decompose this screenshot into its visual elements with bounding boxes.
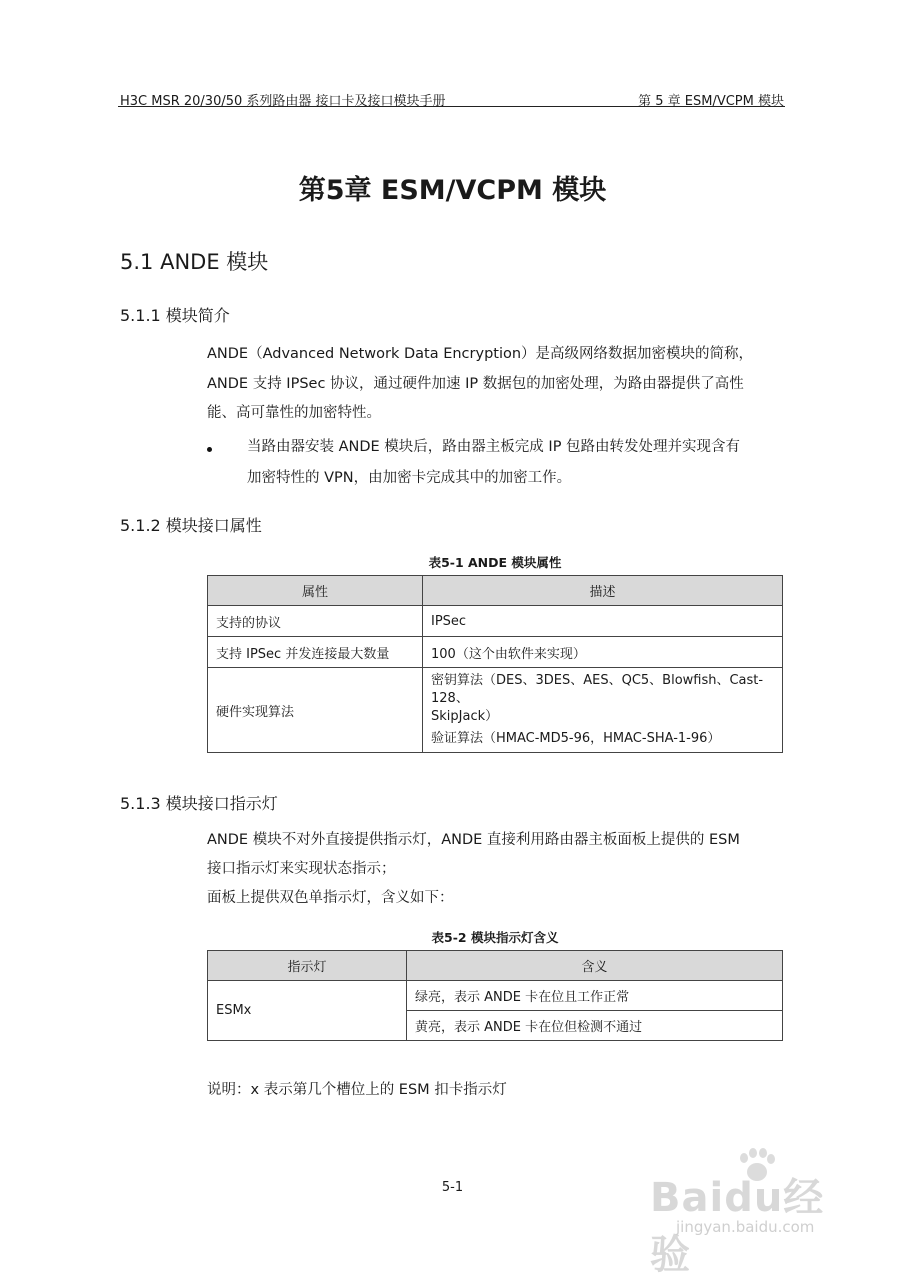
subsection-heading-5-1-3: 5.1.3 模块接口指示灯 (120, 794, 278, 813)
page-number: 5-1 (441, 1180, 464, 1195)
paragraph-indicator-usage (207, 826, 787, 884)
description-line: 验证算法（HMAC-MD5-96，HMAC-SHA-1-96） (431, 731, 721, 746)
paragraph-ande-definition: ANDE（Advanced Network Data Encryption）是高级网络数据加密模块的简称， (207, 346, 754, 362)
indicator-meaning-table (207, 950, 783, 1041)
table-header-row (208, 951, 783, 981)
bullet-line: 当路由器安装 ANDE 模块后，路由器主板完成 IP 包路由转发处理并实现含有 (247, 439, 741, 455)
column-header-meaning: 含义 (407, 951, 783, 981)
table-caption-5-2: 表5-2 模块指示灯含义 (431, 930, 559, 945)
watermark-logo-text: Baidu经验 (650, 1175, 825, 1278)
attribute-cell: 硬件实现算法 (208, 668, 423, 753)
bullet-dot-icon (207, 447, 212, 452)
description-line: 密钥算法（DES、3DES、AES、QC5、Blowfish、Cast-128、 (431, 673, 764, 706)
subsection-heading-5-1-1: 5.1.1 模块简介 (120, 306, 230, 325)
description-cell: 100（这个由软件来实现） (423, 637, 783, 668)
column-header-description: 描述 (423, 576, 783, 606)
paragraph-line: 能、高可靠性的加密特性。 (207, 405, 381, 421)
paragraph-ande-ipsec (207, 370, 787, 428)
header-divider (118, 106, 785, 107)
paragraph-line: ANDE 支持 IPSec 协议，通过硬件加速 IP 数据包的加密处理，为路由器提供了高性 (207, 376, 744, 392)
running-header-chapter: 第 5 章 ESM/VCPM 模块 (638, 94, 784, 109)
table-header-row (208, 576, 783, 606)
indicator-note: 说明：x 表示第几个槽位上的 ESM 扣卡指示灯 (207, 1082, 507, 1098)
indicator-cell: ESMx (208, 981, 407, 1041)
section-heading-5-1: 5.1 ANDE 模块 (120, 250, 269, 274)
description-cell: IPSec (423, 606, 783, 637)
description-cell (423, 668, 783, 753)
paragraph-indicator-intro: 面板上提供双色单指示灯，含义如下： (207, 890, 454, 906)
running-header-title: H3C MSR 20/30/50 系列路由器 接口卡及接口模块手册 (120, 94, 446, 109)
table-row (208, 606, 783, 637)
description-line: SkipJack） (431, 709, 499, 724)
column-header-indicator: 指示灯 (208, 951, 407, 981)
table-caption-5-1: 表5-1 ANDE 模块属性 (428, 555, 562, 570)
watermark-url: jingyan.baidu.com (676, 1218, 815, 1236)
table-row (208, 637, 783, 668)
bullet-item (247, 432, 787, 494)
attribute-cell: 支持的协议 (208, 606, 423, 637)
paragraph-line: 接口指示灯来实现状态指示； (207, 861, 396, 877)
subsection-heading-5-1-2: 5.1.2 模块接口属性 (120, 516, 262, 535)
chapter-title: 第5章 ESM/VCPM 模块 (298, 175, 607, 206)
column-header-attribute: 属性 (208, 576, 423, 606)
baidu-jingyan-watermark (640, 1148, 860, 1278)
ande-attributes-table (207, 575, 783, 753)
table-row (208, 668, 783, 753)
paragraph-line: ANDE 模块不对外直接提供指示灯，ANDE 直接利用路由器主板面板上提供的 ESM (207, 832, 740, 848)
bullet-line: 加密特性的 VPN，由加密卡完成其中的加密工作。 (247, 470, 572, 486)
attribute-cell: 支持 IPSec 并发连接最大数量 (208, 637, 423, 668)
table-row (208, 981, 783, 1011)
meaning-cell: 绿亮，表示 ANDE 卡在位且工作正常 (407, 981, 783, 1011)
meaning-cell: 黄亮，表示 ANDE 卡在位但检测不通过 (407, 1011, 783, 1041)
